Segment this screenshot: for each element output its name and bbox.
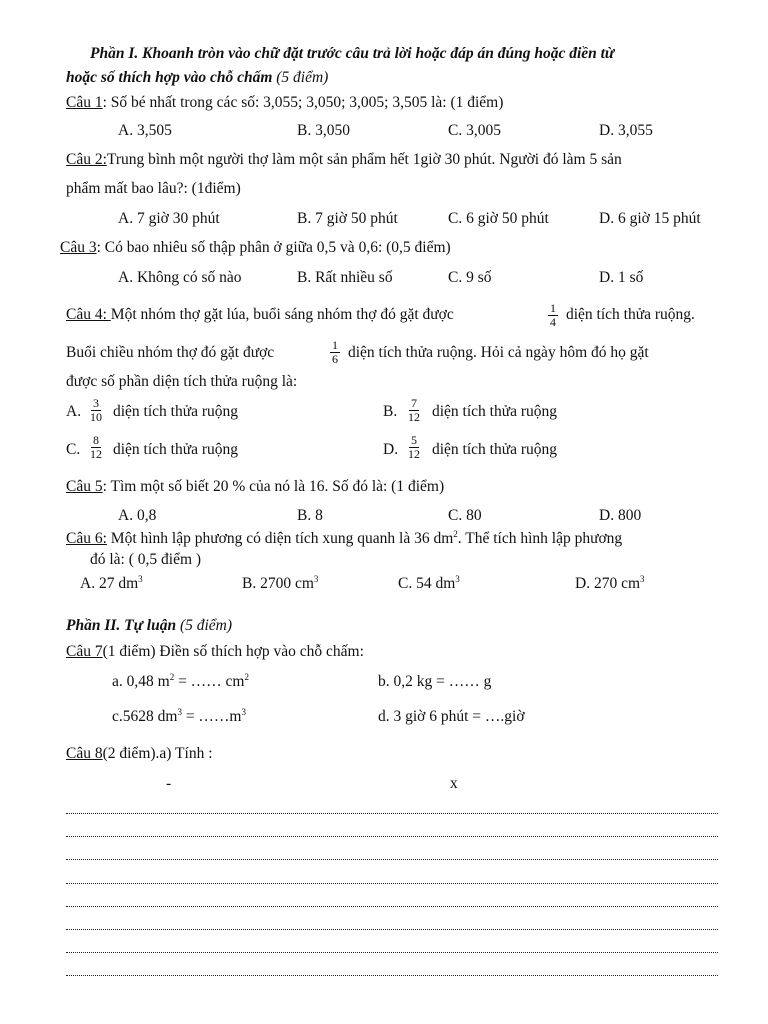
q6-option-d[interactable]: D. 270 $cm^3$ bbox=[575, 573, 645, 592]
q1-option-d[interactable]: D. 3,055 bbox=[599, 122, 653, 139]
question-5: Câu 5: Tìm một số biết 20 % của nó là 16. Số đó là: (1 điểm) bbox=[66, 478, 445, 495]
q1-option-b[interactable]: B. 3,050 bbox=[297, 122, 350, 139]
q2-option-d[interactable]: D. 6 giờ 15 phút bbox=[599, 210, 701, 227]
part2-title: Phần II. Tự luận (5 điểm) bbox=[66, 617, 233, 634]
answer-line[interactable] bbox=[66, 905, 718, 907]
question-1-text: : Số bé nhất trong các số: 3,055; 3,050; 3,005; 3,505 là: (1 điểm) bbox=[102, 94, 504, 111]
answer-line[interactable] bbox=[66, 974, 718, 976]
question-4-line2b: diện tích thửa ruộng. Hỏi cả ngày hôm đó họ gặt bbox=[348, 344, 649, 361]
q4-option-a-fraction: $\frac{3}{10}$ bbox=[90, 396, 102, 424]
answer-line[interactable] bbox=[66, 835, 718, 837]
q7-item-d[interactable]: d. 3 giờ 6 phút = ….giờ bbox=[378, 708, 525, 725]
q4-option-d-fraction: $\frac{5}{12}$ bbox=[408, 433, 420, 461]
q7-item-b[interactable]: b. 0,2 kg = …… g bbox=[378, 673, 492, 690]
part1-title-line1: Phần I. Khoanh tròn vào chữ đặt trước câu trả lời hoặc đáp án đúng hoặc điền từ bbox=[90, 45, 615, 62]
fraction-one-quarter: $\frac{1}{4}$ bbox=[550, 301, 556, 329]
question-2-line2: phẩm mất bao lâu?: (1điểm) bbox=[66, 180, 241, 197]
part1-title-line2: hoặc số thích hợp vào chỗ chấm (5 điểm) bbox=[66, 69, 329, 86]
part2-points: (5 điểm) bbox=[179, 617, 233, 634]
q4-option-b-letter[interactable]: B. bbox=[383, 403, 398, 420]
q4-option-b-text: diện tích thửa ruộng bbox=[432, 403, 558, 420]
q4-option-b-fraction: $\frac{7}{12}$ bbox=[408, 396, 420, 424]
question-3-label: Câu 3 bbox=[60, 239, 97, 256]
question-4-label: Câu 4: bbox=[66, 306, 111, 323]
answer-line[interactable] bbox=[66, 858, 718, 860]
question-4-line3: được số phần diện tích thửa ruộng là: bbox=[66, 373, 298, 390]
question-3: Câu 3: Có bao nhiêu số thập phân ở giữa 0,5 và 0,6: (0,5 điểm) bbox=[60, 239, 451, 256]
q7-item-a[interactable]: a. 0,48 $m^2$ = …… $cm^2$ bbox=[112, 671, 249, 690]
answer-line[interactable] bbox=[66, 951, 718, 953]
q2-option-c[interactable]: C. 6 giờ 50 phút bbox=[448, 210, 549, 227]
question-1 bbox=[66, 94, 503, 112]
question-2-label: Câu 2: bbox=[66, 151, 107, 168]
q5-option-b[interactable]: B. 8 bbox=[297, 507, 323, 524]
q3-option-c[interactable]: C. 9 số bbox=[448, 269, 492, 286]
answer-line[interactable] bbox=[66, 882, 718, 884]
question-6-label: Câu 6: bbox=[66, 530, 107, 547]
question-4-line1-end: diện tích thửa ruộng. bbox=[566, 306, 695, 323]
question-5-label: Câu 5 bbox=[66, 478, 103, 495]
q4-option-a-text: diện tích thửa ruộng bbox=[113, 403, 239, 420]
q3-option-d[interactable]: D. 1 số bbox=[599, 269, 644, 286]
q5-option-c[interactable]: C. 80 bbox=[448, 507, 482, 524]
q4-option-c-fraction: $\frac{8}{12}$ bbox=[90, 433, 102, 461]
q2-option-a[interactable]: A. 7 giờ 30 phút bbox=[118, 210, 220, 227]
q1-option-c[interactable]: C. 3,005 bbox=[448, 122, 501, 139]
q6-option-c[interactable]: C. 54 $dm^3$ bbox=[398, 573, 460, 592]
question-2: Câu 2:Trung bình một người thợ làm một sản phẩm hết 1giờ 30 phút. Người đó làm 5 sản bbox=[66, 151, 622, 168]
q4-option-d-letter[interactable]: D. bbox=[383, 441, 399, 458]
multiply-operator: x bbox=[450, 775, 458, 792]
q5-option-d[interactable]: D. 800 bbox=[599, 507, 642, 524]
question-4-line2a: Buổi chiều nhóm thợ đó gặt được bbox=[66, 344, 275, 361]
fraction-one-sixth: $\frac{1}{6}$ bbox=[332, 338, 338, 366]
minus-operator: - bbox=[166, 775, 172, 792]
q6-option-b[interactable]: B. 2700 $cm^3$ bbox=[242, 573, 319, 592]
question-7-label: Câu 7 bbox=[66, 643, 103, 660]
question-1-label: Câu 1 bbox=[66, 94, 103, 111]
q4-option-d-text: diện tích thửa ruộng bbox=[432, 441, 558, 458]
q2-option-b[interactable]: B. 7 giờ 50 phút bbox=[297, 210, 398, 227]
q3-option-b[interactable]: B. Rất nhiều số bbox=[297, 269, 393, 286]
q7-item-c[interactable]: c.5628 $dm^3$ = $\dots\dots m^3$ bbox=[112, 706, 246, 725]
question-6-line1: Câu 6: Một hình lập phương có diện tích xung quanh là 36 $dm^2$. Thể tích hình lập phương bbox=[66, 528, 623, 547]
answer-line[interactable] bbox=[66, 928, 718, 930]
q1-option-a[interactable]: A. 3,505 bbox=[118, 122, 172, 139]
question-7: Câu 7(1 điểm) Điền số thích hợp vào chỗ chấm: bbox=[66, 643, 364, 660]
question-8-label: Câu 8 bbox=[66, 745, 103, 762]
q4-option-c-letter[interactable]: C. bbox=[66, 441, 81, 458]
question-4-line1: Câu 4: Một nhóm thợ gặt lúa, buổi sáng nhóm thợ đó gặt được bbox=[66, 306, 454, 323]
question-6-line2: đó là: ( 0,5 điểm ) bbox=[90, 551, 202, 568]
q3-option-a[interactable]: A. Không có số nào bbox=[118, 269, 242, 286]
q4-option-c-text: diện tích thửa ruộng bbox=[113, 441, 239, 458]
q5-option-a[interactable]: A. 0,8 bbox=[118, 507, 157, 524]
q6-option-a[interactable]: A. 27 $dm^3$ bbox=[80, 573, 143, 592]
part1-points: (5 điểm) bbox=[276, 69, 329, 86]
q4-option-a-letter[interactable]: A. bbox=[66, 403, 82, 420]
answer-line[interactable] bbox=[66, 812, 718, 814]
question-8: Câu 8(2 điểm).a) Tính : bbox=[66, 745, 213, 762]
